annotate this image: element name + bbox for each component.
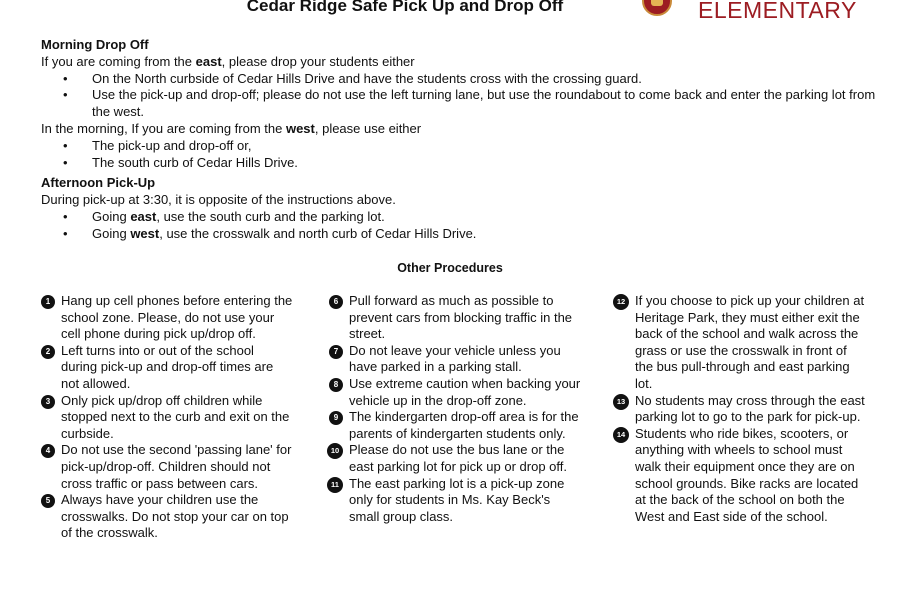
- procedure-text: Left turns into or out of the school during pick-up and drop-off times are not allowed.: [61, 342, 274, 391]
- procedure-item: [329, 343, 581, 376]
- morning-east-intro: [41, 54, 881, 71]
- procedure-item: [615, 393, 865, 426]
- procedure-text: Students who ride bikes, scooters, or anything with wheels to school must walk their equipment once they are on school grounds. Bike racks are located at the back of the school on both the West and East side of the school.: [635, 425, 859, 524]
- number-badge: 14: [613, 427, 629, 443]
- other-procedures-heading: Other Procedures: [397, 261, 503, 275]
- text-span: If you are coming from the: [41, 53, 196, 69]
- text-span: , use the crosswalk and north curb of Cedar Hills Drive.: [159, 225, 477, 241]
- morning-west-list: [41, 138, 881, 172]
- number-badge: 1: [41, 295, 55, 309]
- number-badge: 9: [329, 411, 343, 425]
- procedure-text: Always have your children use the crosswalks. Do not stop your car on top of the crosswalk.: [61, 492, 289, 541]
- number-badge: 4: [41, 444, 55, 458]
- number-badge: 13: [613, 394, 629, 410]
- procedures-column-3: [615, 293, 865, 525]
- list-item: [83, 209, 881, 226]
- number-badge: 3: [41, 395, 55, 409]
- afternoon-heading: Afternoon Pick-Up: [41, 175, 156, 191]
- procedure-text: The east parking lot is a pick-up zone only for students in Ms. Kay Beck's small group class.: [349, 475, 565, 524]
- text-span: , use the south curb and the parking lot.: [156, 208, 385, 224]
- procedure-item: [329, 293, 581, 343]
- school-seal-icon: [642, 0, 672, 16]
- afternoon-intro: During pick-up at 3:30, it is opposite of the instructions above.: [41, 192, 396, 208]
- procedure-text: Use extreme caution when backing your vehicle up in the drop-off zone.: [349, 375, 581, 408]
- procedure-item: [41, 343, 293, 393]
- document-title: Cedar Ridge Safe Pick Up and Drop Off: [246, 0, 564, 15]
- procedure-item: [329, 376, 581, 409]
- emphasis-east: east: [130, 208, 157, 224]
- morning-heading: Morning Drop Off: [41, 37, 149, 52]
- procedures-column-1: [41, 293, 293, 542]
- instructions-body: [41, 37, 881, 243]
- emphasis-west: west: [130, 225, 160, 241]
- procedure-text: Do not leave your vehicle unless you have parked in a parking stall.: [349, 342, 561, 375]
- number-badge: 6: [329, 295, 343, 309]
- procedure-item: [329, 476, 581, 526]
- list-item: • Use the pick-up and drop-off; please do not use the left turning lane, but use the roundabout to come back and enter the parking lot from the west.: [83, 87, 881, 121]
- procedure-text: Pull forward as much as possible to prevent cars from blocking traffic in the street.: [349, 293, 573, 342]
- text-span: Going: [92, 208, 131, 224]
- number-badge: 10: [327, 443, 343, 459]
- afternoon-list: [41, 209, 881, 243]
- procedure-item: [615, 426, 865, 526]
- list-item: • On the North curbside of Cedar Hills Drive and have the students cross with the crossing guard.: [83, 71, 881, 88]
- emphasis-east: east: [195, 53, 222, 69]
- procedure-item: [41, 442, 293, 492]
- number-badge: 5: [41, 494, 55, 508]
- morning-west-intro: [41, 121, 881, 138]
- procedure-text: If you choose to pick up your children at Heritage Park, they must either exit the back of the school and walk across the grass or use the crosswalk in front of the bus pull-through and east parking lot.: [635, 293, 865, 391]
- morning-east-list: [41, 71, 881, 121]
- number-badge: 7: [329, 345, 343, 359]
- logo-wordmark: ELEMENTARY: [698, 0, 857, 23]
- procedure-item: [615, 293, 865, 393]
- procedure-text: The kindergarten drop-off area is for the parents of kindergarten students only.: [349, 409, 579, 441]
- procedure-item: [41, 492, 293, 542]
- school-logo: [636, 0, 900, 26]
- procedure-text: Do not use the second 'passing lane' for pick-up/drop-off. Children should not cross traffic or pass between cars.: [61, 442, 292, 491]
- procedures-column-2: [329, 293, 581, 525]
- text-span: , please use either: [314, 120, 422, 136]
- text-span: In the morning, If you are coming from the: [41, 120, 286, 136]
- procedure-text: No students may cross through the east parking lot to go to the park for pick-up.: [635, 392, 865, 425]
- number-badge: 11: [327, 477, 343, 493]
- procedure-item: [41, 293, 293, 343]
- list-item: [83, 226, 881, 243]
- procedure-text: Only pick up/drop off children while stopped next to the curb and exit on the curbside.: [61, 392, 290, 441]
- number-badge: 12: [613, 294, 629, 310]
- procedure-text: Hang up cell phones before entering the school zone. Please, do not use your cell phone during pick up/drop off.: [61, 293, 293, 342]
- procedure-item: [329, 442, 581, 475]
- number-badge: 8: [329, 378, 343, 392]
- list-item: • The south curb of Cedar Hills Drive.: [83, 155, 881, 172]
- procedure-text: Please do not use the bus lane or the east parking lot for pick up or drop off.: [349, 442, 567, 474]
- number-badge: 2: [41, 345, 55, 359]
- list-item: • The pick-up and drop-off or,: [83, 138, 881, 155]
- text-span: Going: [92, 225, 131, 241]
- procedure-item: [329, 409, 581, 442]
- procedure-item: [41, 393, 293, 443]
- emphasis-west: west: [285, 120, 315, 136]
- text-span: , please drop your students either: [221, 53, 415, 69]
